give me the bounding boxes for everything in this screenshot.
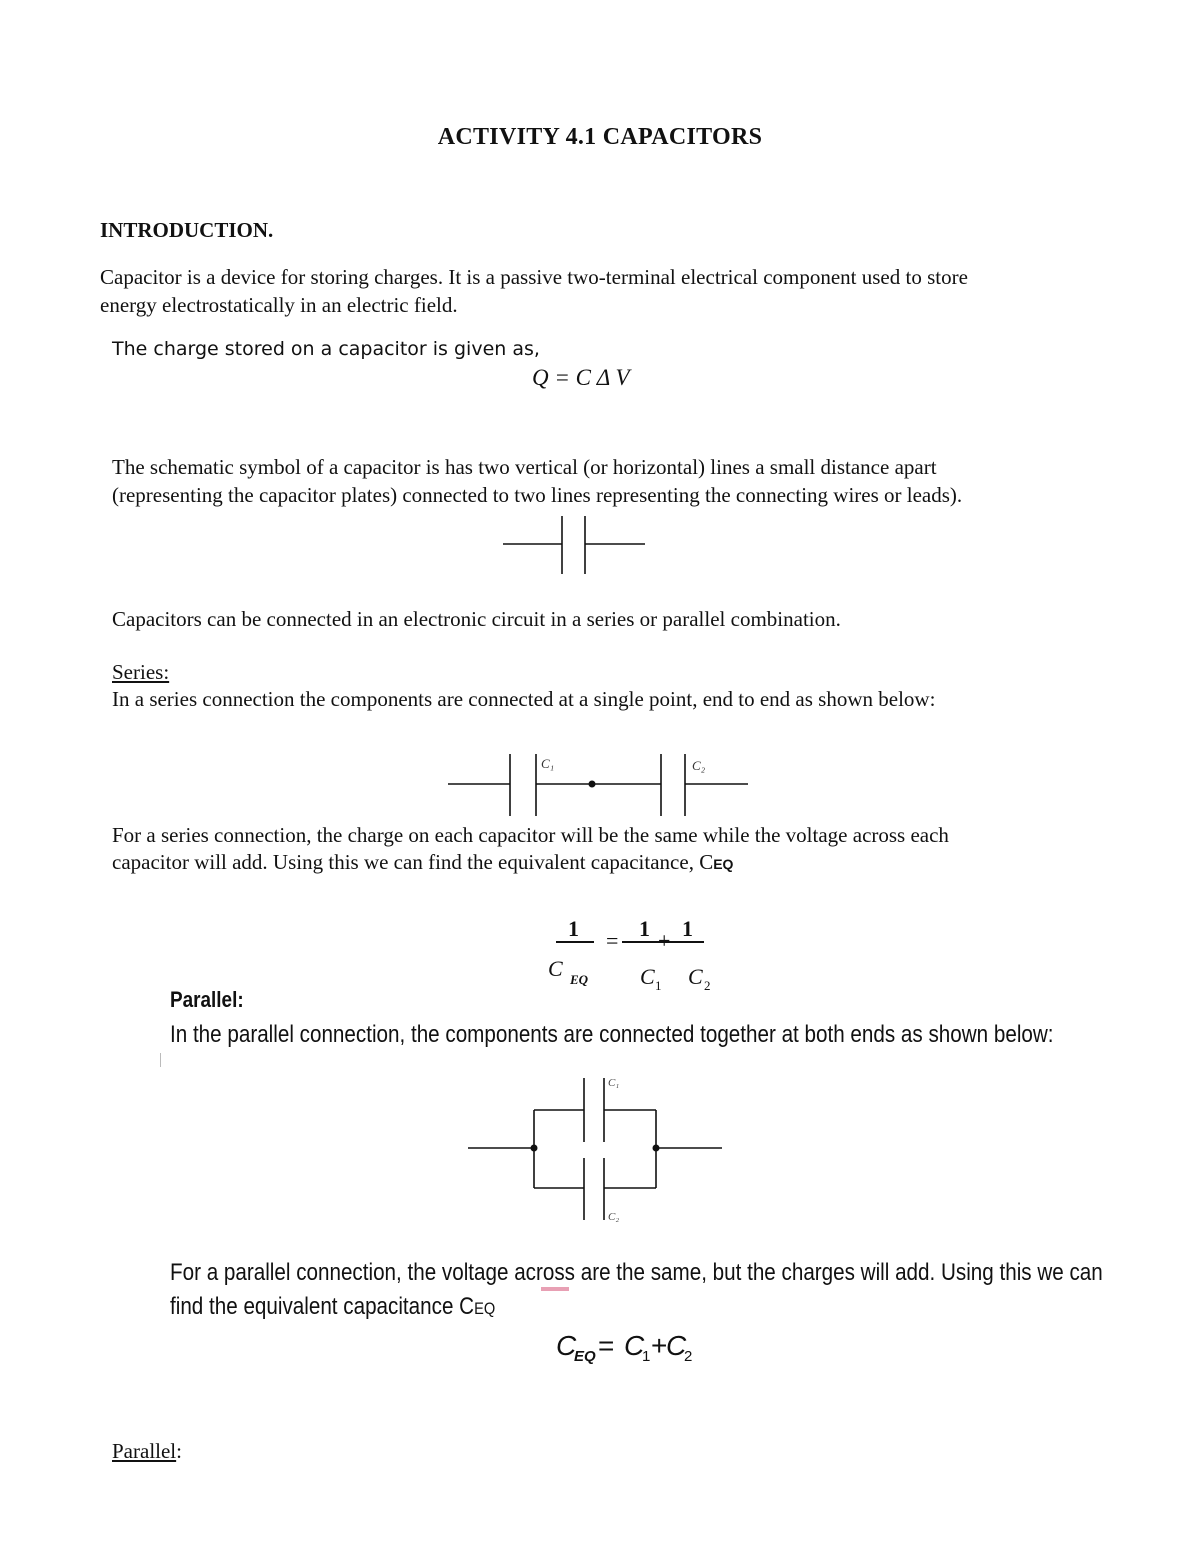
junction-dot [589,781,596,788]
charge-equation: Q = C Δ V [532,365,630,390]
rhs-term-1-denominator: C [640,964,655,989]
parallel-plus-sign: + [651,1330,668,1361]
series-rule-line-1: For a series connection, the charge on each capacitor will be the same while the voltage across each [112,823,949,847]
c2-subscript: 2 [684,1348,693,1365]
parallel-heading-cut [170,987,244,1012]
parallel-formula [556,1328,706,1372]
parallel-rule-line-2 [170,1293,495,1321]
page-title: ACTIVITY 4.1 CAPACITORS [437,124,763,150]
combination-line: Capacitors can be connected in an electronic circuit in a series or parallel combination. [112,607,841,631]
lhs-denominator-subscript: EQ [570,972,589,987]
series-circuit-diagram [446,750,752,820]
text-cursor-mark [160,1053,161,1067]
lhs-denominator: C [548,956,563,981]
rhs-term-2-denominator: C [688,964,703,989]
series-label-c2: C₂ [692,758,706,773]
parallel-footer-heading-text: Parallel [112,1439,177,1463]
parallel-rule-line-1: For a parallel connection, the voltage across are the same, but the charges will add. Using this we can [170,1259,1103,1286]
series-rule-line-2-text: capacitor will add. Using this we can find the equivalent capacitance, C [112,850,714,874]
parallel-footer-colon: : [176,1439,182,1463]
equals-sign: = [606,928,619,953]
symbol-description-line-2: (representing the capacitor plates) connected to two lines representing the connecting wires or leads). [112,483,963,507]
series-description: In a series connection the components are connected at a single point, end to end as shown below: [112,687,936,711]
parallel-heading-cut-text: Parallel: [170,987,244,1012]
rhs-term-1-subscript: 1 [655,978,662,993]
parallel-equals-sign: = [598,1330,615,1361]
charge-stored-line: The charge stored on a capacitor is given as, [112,338,540,360]
rhs-term-2-numerator: 1 [682,916,693,941]
lhs-fraction-bar [556,941,594,943]
intro-paragraph-line-2: energy electrostatically in an electric field. [100,293,458,317]
ceq-formula-subscript: EQ [574,1348,596,1365]
parallel-ceq-subscript: EQ [474,1299,496,1318]
parallel-circuit-diagram [466,1074,726,1224]
parallel-footer-heading [112,1437,182,1465]
intro-paragraph-line-1: Capacitor is a device for storing charges. It is a passive two-terminal electrical component used to store [100,265,968,289]
parallel-label-c1: C₁ [608,1077,620,1089]
lhs-numerator: 1 [568,916,579,941]
capacitor-symbol-diagram [500,512,650,578]
series-heading: Series: [112,660,170,684]
parallel-description: In the parallel connection, the components are connected together at both ends as shown below: [170,1021,1054,1048]
series-rule-line-2 [112,848,733,878]
c1-symbol: C [624,1330,645,1361]
series-formula [540,910,720,1002]
ceq-symbol: C [556,1330,577,1361]
rhs-term-2-subscript: 2 [704,978,711,993]
parallel-label-c2: C₂ [608,1211,620,1223]
plus-sign: + [658,928,671,953]
parallel-rule-line-2-text: find the equivalent capacitance C [170,1293,475,1320]
ceq-subscript: EQ [713,856,734,872]
c2-symbol: C [666,1330,687,1361]
c1-subscript: 1 [642,1348,651,1365]
rhs-term-1-numerator: 1 [639,916,650,941]
spellcheck-underline [541,1287,569,1291]
series-label-c1: C₁ [541,756,555,771]
introduction-heading: INTRODUCTION. [100,218,274,242]
symbol-description-line-1: The schematic symbol of a capacitor is has two vertical (or horizontal) lines a small distance apart [112,455,937,479]
